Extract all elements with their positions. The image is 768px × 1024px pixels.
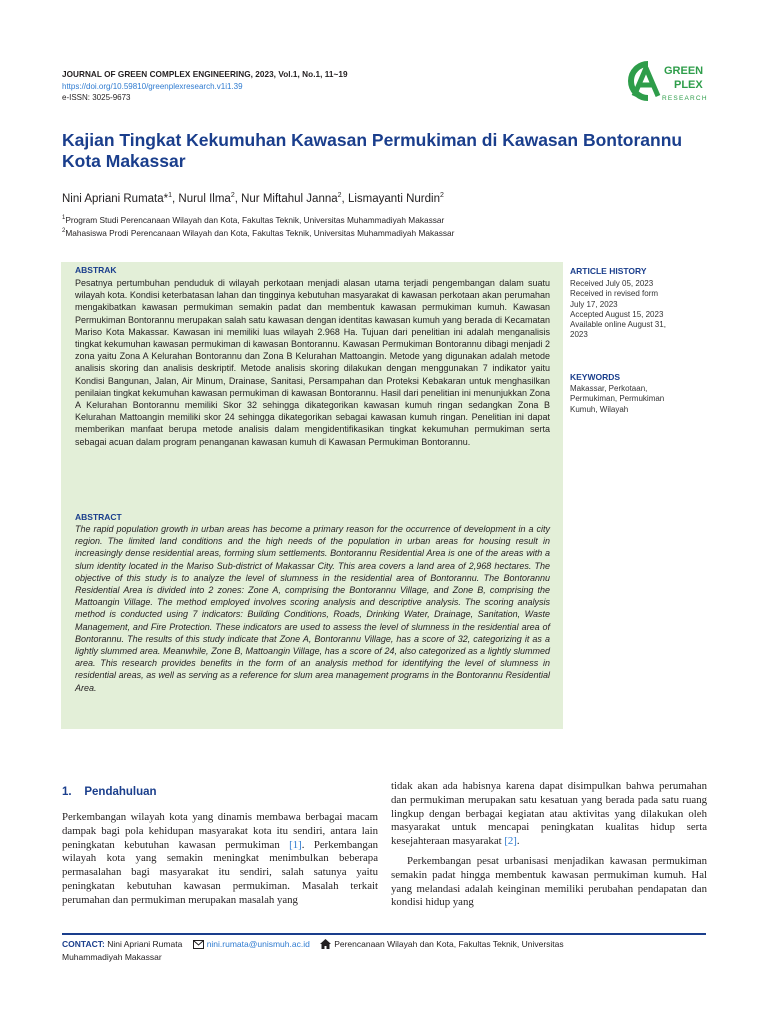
home-icon	[320, 939, 331, 952]
abstract-text: The rapid population growth in urban areas has become a primary reason for the occurrence of development in a city region. The limited land conditions and the high needs of the population in urban areas for housing result in increasingly dense residential areas, forming slum settlements. Bontorannu Residential Area is one of the areas with a slum identity located in the Mariso Sub-district of Makassar City. This area covers a land area of 2,968 hectares. The objective of this study is to analyze the level of slumness in the residential area of Bontorannu. The Bontorannu Residential Area is divided into 2 zones: Zone A, comprising the Bontorannu Village, and Zone B, comprising the Mattoangin Village. The method employed involves scoring analysis and descriptive analysis. The scoring analysis method is conducted using 7 indicators: Building Conditions, Roads, Drinking Water, Drainage, Sanitation, Waste Management, and Fire Protection. These indicators are used to assess the level of slumness in the residential area of Bontorannu. The results of this study indicate that Zone A, Bontorannu Village, has a score of 32, categorizing it as a lightly slummed area. Meanwhile, Zone B, Mattoangin Village, has a score of 24, also categorized as a lightly slummed area. This research provides benefits in the form of an analysis method for identifying the level of slumness in residential areas, as well as serving as a reference for slum area management programs in the Bontorannu Residential Area.	[75, 524, 550, 693]
contact-email[interactable]: nini.rumata@unismuh.ac.id	[206, 939, 310, 949]
body-column-right: tidak akan ada habisnya karena dapat disimpulkan bahwa perumahan dan permukiman merupakan satu kesatuan yang berada pada satu ruang lingkup dengan berbagai kegiatan atau aktivitas yang dilakukan oleh masyarakat untuk mencapai peningkatan kualitas hidup serta kesejahteraan masyarakat [2]. Perkembangan pesat urbanisasi menjadikan kawasan permukiman semakin padat hingga membentuk kawasan permukiman kumuh. Hal yang melandasi adalah keinginan memiliki perubahan pendapatan dan kondisi hidup yang	[391, 780, 707, 909]
article-history: Received July 05, 2023 Received in revised form July 17, 2023 Accepted August 15, 2023 Available online August 31, 2023	[570, 279, 666, 340]
abstrak-text: Pesatnya pertumbuhan penduduk di wilayah perkotaan menjadi alasan utama terjadi pengembangan dalam suatu wilayah kota. Kondisi keterbatasan lahan dan tingginya kebutuhan masyarakat di kawasan perkotaan akan perumahan mengakibatkan kawasan permukiman semakin padat dan membentuk kawasan permukiman kumuh. Kawasan Permukiman Bontorannu merupakan salah satu kawasan dengan identitas kawasan kumuh yang berada di Kecamatan Mariso Kota Makassar. Kawasan ini memiliki luas wilayah 2.968 Ha. Tujuan dari penelitian ini adalah menganalisis tingkat kekumuhan kawasan permukiman di kawasan Bontorannu. Kawasan Permukiman Bontorannu dibagi menjadi 2 zona yaitu Zona A Kelurahan Bontorannu dan Zona B Kelurahan Mattoangin. Metode yang digunakan adalah metode analisis skoring dan analisis deskriptif. Metode analisis skoring dilakukan dengan menggunakan 7 indikator yaitu Kondisi Bangunan, Jalan, Air Minum, Drainase, Sanitasi, Persampahan dan Proteksi Kebakaran untuk menghasilkan penilaian tingkat kekumuhan kawasan permukiman di kawasan Bontorannu. Hasil dari penelitian ini menunjukkan Zona A Kelurahan Bontorannu memiliki Skor 32 sehingga dikategorikan kawasan kumuh ringan sedangkan Zona B Kelurahan Mattoangin memiliki skor 24 sehingga dikategorikan sebagai kawasan kumuh ringan. Penelitian ini dapat memberikan manfaat berupa metode analisis dalam mengidentifikasikan tingkat kekumuhan permukiman serta sebagai acuan dalam program penanganan kawasan kumuh di Kawasan Permukiman Bontorannu.	[75, 278, 550, 447]
greenplex-logo	[624, 58, 716, 104]
section-title: 1. Pendahuluan	[62, 786, 157, 798]
citation-link[interactable]: [2]	[504, 835, 517, 848]
journal-citation: JOURNAL OF GREEN COMPLEX ENGINEERING, 2023, Vol.1, No.1, 11~19	[62, 70, 348, 79]
issn: e-ISSN: 3025-9673	[62, 93, 131, 102]
citation-link[interactable]: [1]	[289, 838, 302, 851]
footer-divider	[62, 933, 706, 935]
abstract-heading: ABSTRACT	[75, 512, 122, 522]
body-column-left: Perkembangan wilayah kota yang dinamis membawa berbagai macam dampak bagi pola kehidupan masyarakat kota itu sendiri, antara lain peningkatan kebutuhan kawasan permukiman [1]. Perkembangan wilayah kota yang semakin meningkat menimbulkan beberapa permasalahan bagi masyarakat itu sendiri, salah satunya yaitu peningkatan kebutuhan kawasan permukiman. Masalah terkait perumahan dan permukiman merupakan masalah yang	[62, 811, 379, 906]
article-history-heading: ARTICLE HISTORY	[570, 266, 647, 276]
logo-word-research: RESEARCH	[662, 95, 708, 102]
author-name: Nini Apriani Rumata*	[62, 192, 169, 205]
doi-link[interactable]: https://doi.org/10.59810/greenplexresearch.v1i1.39	[62, 82, 243, 91]
contact-footer	[62, 939, 706, 963]
keywords-list: Makassar, Perkotaan, Permukiman, Permukiman Kumuh, Wilayah	[570, 384, 665, 414]
contact-label: CONTACT:	[62, 939, 105, 949]
contact-institution-cont: Muhammadiyah Makassar	[62, 952, 162, 962]
envelope-icon	[193, 940, 204, 952]
author-list: Nini Apriani Rumata*$^1$, Nurul Ilma$^2$, Nur Miftahul Janna$^2$, Lismayanti Nurdin$^2$	[62, 192, 444, 205]
affiliation: $^2$Mahasiswa Prodi Perencanaan Wilayah dan Kota, Fakultas Teknik, Universitas Muhammadiyah Makassar	[62, 228, 455, 238]
keywords-heading: KEYWORDS	[570, 372, 621, 382]
contact-institution: Perencanaan Wilayah dan Kota, Fakultas Teknik, Universitas	[334, 939, 564, 949]
logo-word-green: GREEN	[664, 65, 704, 77]
author-name: Nur Miftahul Janna	[241, 192, 338, 205]
author-name: Lismayanti Nurdin	[347, 192, 440, 205]
logo-word-plex: PLEX	[674, 79, 703, 91]
paper-title: Kajian Tingkat Kekumuhan Kawasan Permukiman di Kawasan Bontorannu Kota Makassar	[62, 130, 683, 171]
author-name: Nurul Ilma	[178, 192, 231, 205]
contact-name: Nini Apriani Rumata	[107, 939, 183, 949]
abstract-box	[61, 262, 563, 729]
abstrak-heading: ABSTRAK	[75, 265, 117, 275]
affiliation: $^1$Program Studi Perencanaan Wilayah dan Kota, Fakultas Teknik, Universitas Muhammadiyah Makassar	[62, 215, 445, 225]
